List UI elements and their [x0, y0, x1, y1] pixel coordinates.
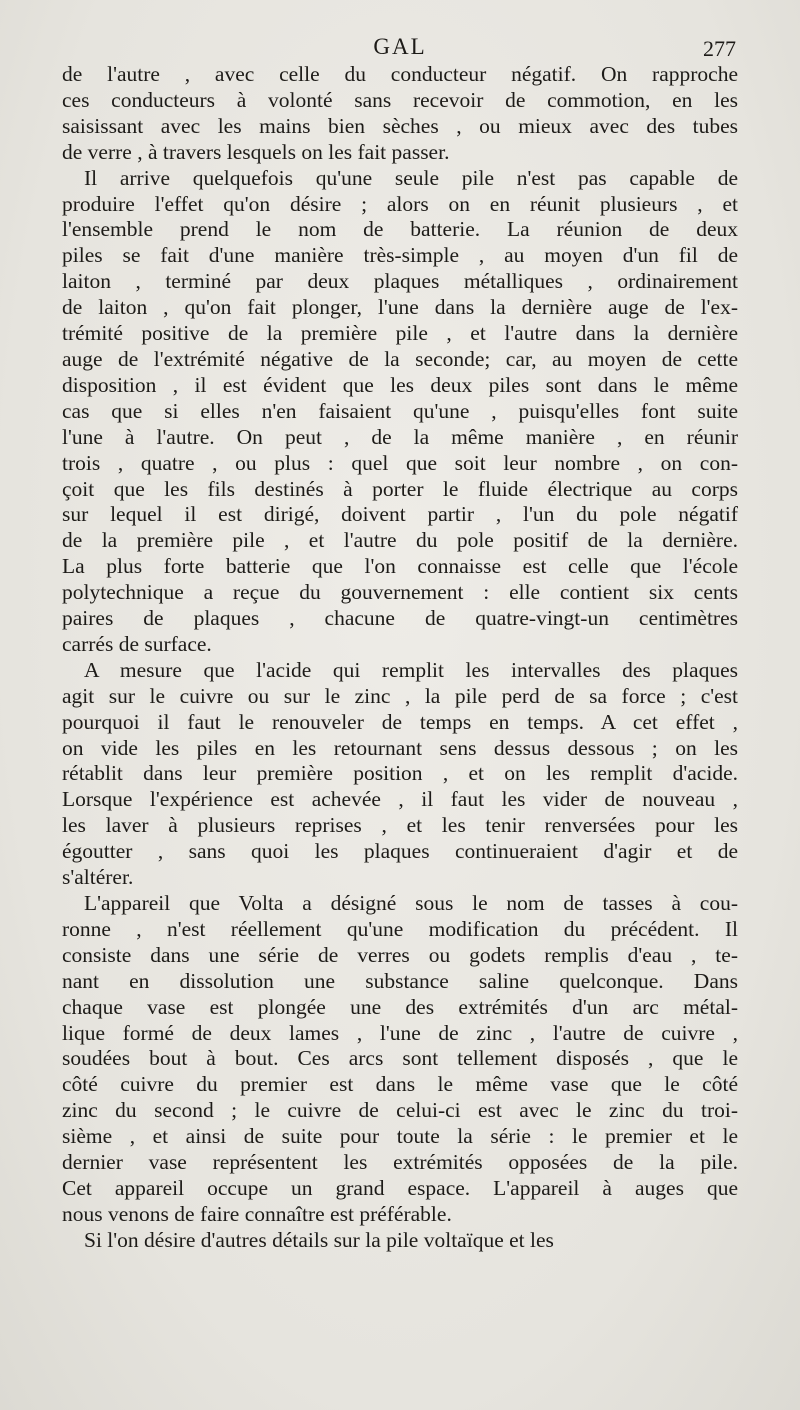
- text-line: on vide les piles en les retournant sens dessus dessous ; on les: [62, 735, 738, 760]
- text-line: pourquoi il faut le renouveler de temps en temps. A cet effet ,: [62, 709, 738, 734]
- text-line: sur lequel il est dirigé, doivent partir , l'un du pole négatif: [62, 502, 738, 527]
- text-line: sième , et ainsi de suite pour toute la série : le premier et le: [62, 1124, 738, 1149]
- text-line: de l'autre , avec celle du conducteur négatif. On rapproche: [62, 62, 738, 86]
- text-line: nous venons de faire connaître est préférable.: [62, 1201, 452, 1226]
- text-line: soudées bout à bout. Ces arcs sont tellement disposés , que le: [62, 1046, 738, 1071]
- paragraph: [62, 166, 738, 658]
- text-line: côté cuivre du premier est dans le même vase que le côté: [62, 1072, 738, 1097]
- text-line: lique formé de deux lames , l'une de zinc , l'autre de cuivre ,: [62, 1020, 738, 1045]
- page-number: 277: [703, 36, 736, 61]
- text-line: disposition , il est évident que les deux piles sont dans le même: [62, 372, 738, 397]
- text-line: La plus forte batterie que l'on connaisse est celle que l'école: [62, 554, 738, 579]
- text-line: auge de l'extrémité négative de la seconde; car, au moyen de cette: [62, 346, 738, 371]
- text-line: paires de plaques , chacune de quatre-vingt-un centimètres: [62, 606, 738, 631]
- running-head: GAL: [373, 34, 427, 59]
- text-line: zinc du second ; le cuivre de celui-ci est avec le zinc du troi-: [62, 1098, 738, 1123]
- text-line: Cet appareil occupe un grand espace. L'appareil à auges que: [62, 1175, 738, 1200]
- paragraph: [62, 658, 738, 891]
- text-line: Si l'on désire d'autres détails sur la pile voltaïque et les: [84, 1227, 554, 1252]
- text-line: de la première pile , et l'autre du pole positif de la dernière.: [62, 528, 738, 553]
- text-line: chaque vase est plongée une des extrémités d'un arc métal-: [62, 994, 738, 1019]
- text-line: A mesure que l'acide qui remplit les intervalles des plaques: [84, 657, 738, 682]
- text-line: de verre , à travers lesquels on les fait passer.: [62, 139, 450, 164]
- text-line: çoit que les fils destinés à porter le fluide électrique au corps: [62, 476, 738, 501]
- text-line: polytechnique a reçue du gouvernement : elle contient six cents: [62, 580, 738, 605]
- page-header: [0, 34, 800, 64]
- text-line: égoutter , sans quoi les plaques continueraient d'agir et de: [62, 839, 738, 864]
- text-line: nant en dissolution une substance saline quelconque. Dans: [62, 968, 738, 993]
- text-line: piles se fait d'une manière très-simple , au moyen d'un fil de: [62, 243, 738, 268]
- text-line: rétablit dans leur première position , et on les remplit d'acide.: [62, 761, 738, 786]
- text-line: trémité positive de la première pile , et l'autre dans la dernière: [62, 321, 738, 346]
- text-line: L'appareil que Volta a désigné sous le nom de tasses à cou-: [84, 891, 738, 915]
- text-line: produire l'effet qu'on désire ; alors on en réunit plusieurs , et: [62, 191, 738, 216]
- body-text: [62, 62, 738, 1254]
- text-line: s'altérer.: [62, 865, 134, 890]
- text-line: trois , quatre , ou plus : quel que soit leur nombre , on con-: [62, 450, 738, 475]
- text-line: saisissant avec les mains bien sèches , ou mieux avec des tubes: [62, 113, 738, 138]
- text-line: ces conducteurs à volonté sans recevoir de commotion, en les: [62, 87, 738, 112]
- text-line: agit sur le cuivre ou sur le zinc , la pile perd de sa force ; c'est: [62, 683, 738, 708]
- text-line: ronne , n'est réellement qu'une modification du précédent. Il: [62, 916, 738, 941]
- text-line: Il arrive quelquefois qu'une seule pile n'est pas capable de: [84, 165, 738, 190]
- text-line: laiton , terminé par deux plaques métalliques , ordinairement: [62, 269, 738, 294]
- text-line: de laiton , qu'on fait plonger, l'une dans la dernière auge de l'ex-: [62, 295, 738, 320]
- text-line: l'ensemble prend le nom de batterie. La réunion de deux: [62, 217, 738, 242]
- text-line: les laver à plusieurs reprises , et les tenir renversées pour les: [62, 813, 738, 838]
- text-line: Lorsque l'expérience est achevée , il faut les vider de nouveau ,: [62, 787, 738, 812]
- text-line: l'une à l'autre. On peut , de la même manière , en réunir: [62, 424, 738, 449]
- text-line: cas que si elles n'en faisaient qu'une , puisqu'elles font suite: [62, 398, 738, 423]
- text-line: carrés de surface.: [62, 631, 212, 656]
- paragraph: [62, 891, 738, 1228]
- paragraph: [62, 1228, 738, 1254]
- text-line: dernier vase représentent les extrémités opposées de la pile.: [62, 1150, 738, 1175]
- paragraph: [62, 62, 738, 166]
- text-line: consiste dans une série de verres ou godets remplis d'eau , te-: [62, 942, 738, 967]
